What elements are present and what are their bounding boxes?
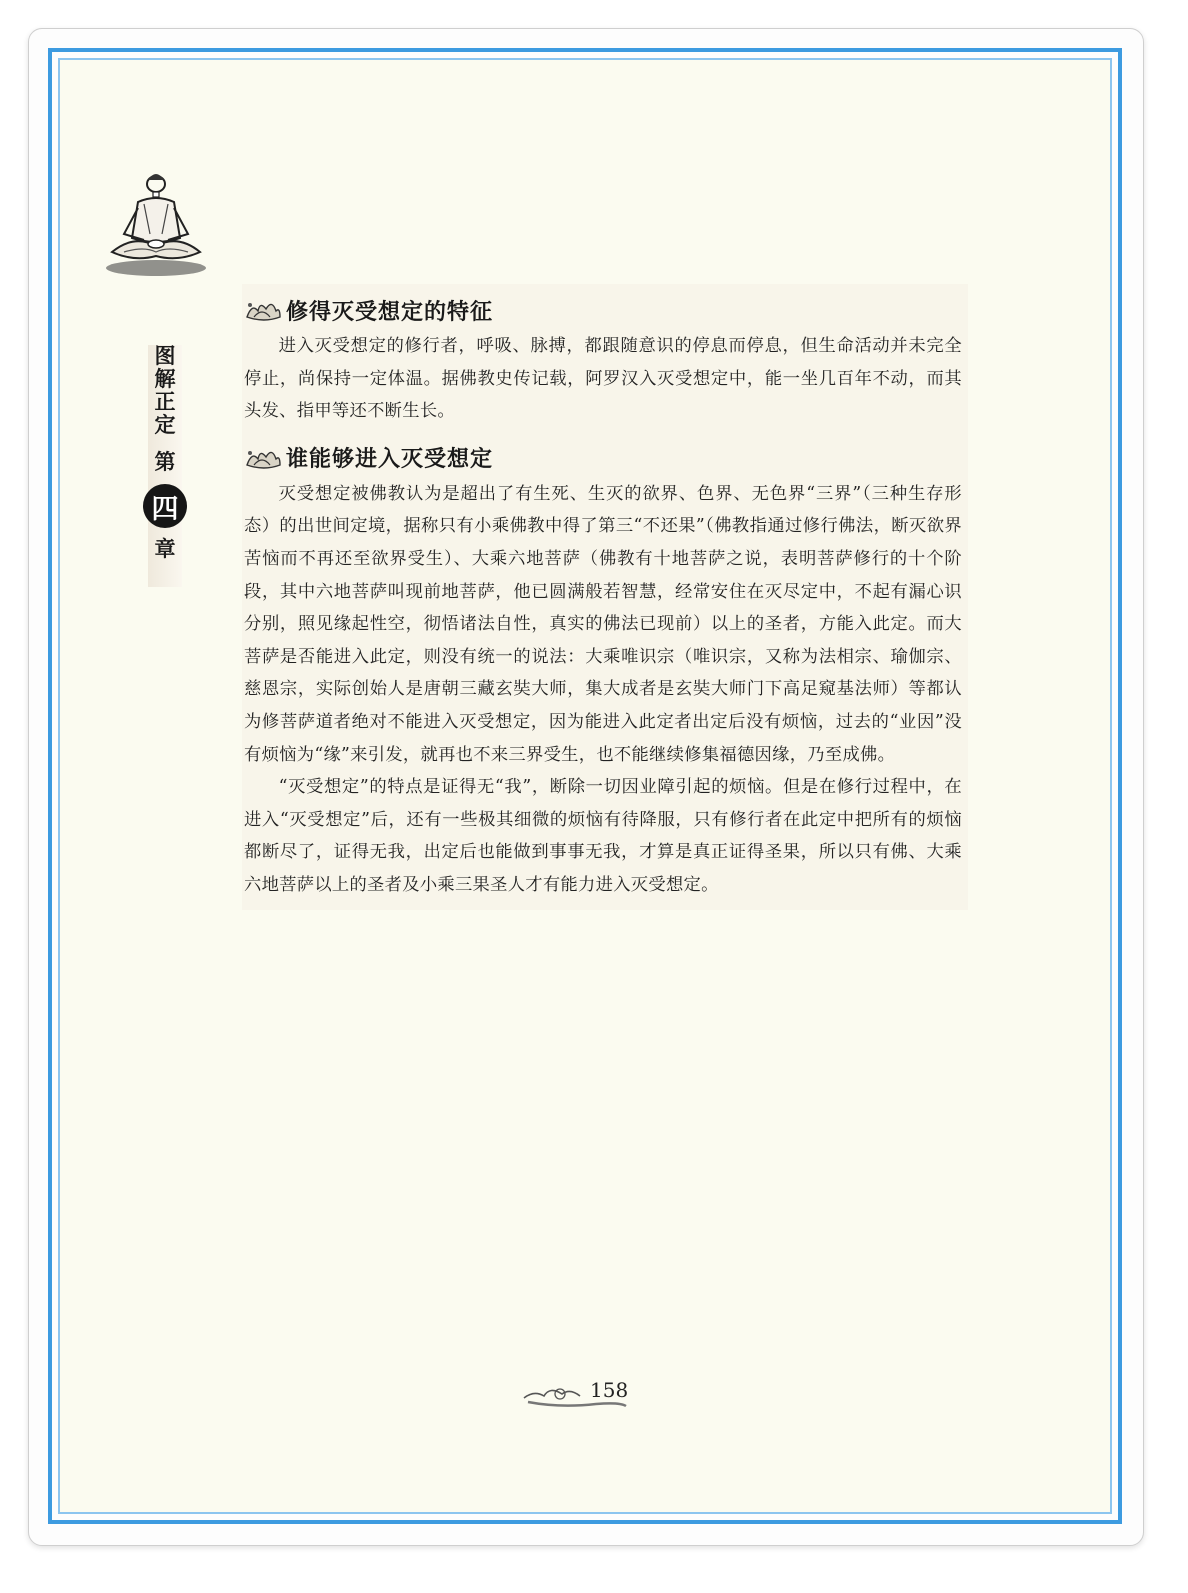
section-heading <box>244 290 962 330</box>
lotus-icon <box>244 445 282 471</box>
chapter-suffix: 章 <box>154 537 176 561</box>
section-title: 修得灭受想定的特征 <box>286 298 494 325</box>
side-title-char: 定 <box>154 413 176 437</box>
main-content <box>242 284 968 910</box>
page-footer <box>520 1374 650 1414</box>
lotus-icon <box>244 297 282 323</box>
side-title-char: 正 <box>154 390 176 414</box>
section-title: 谁能够进入灭受想定 <box>286 446 494 473</box>
side-title-char: 解 <box>154 367 176 391</box>
side-title-char: 图 <box>154 344 176 368</box>
side-title-char: 第 <box>154 450 176 474</box>
paragraph: 进入灭受想定的修行者，呼吸、脉搏，都跟随意识的停息而停息，但生命活动并未完全停止，尚保持一定体温。据佛教史传记载，阿罗汉入灭受想定中，能一坐几百年不动，而其头发、指甲等还不断生长。 <box>244 336 962 422</box>
paragraph: 灭受想定被佛教认为是超出了有生死、生灭的欲界、色界、无色界“三界”（三种生存形态）的出世间定境，据称只有小乘佛教中得了第三“不还果”（佛教指通过修行佛法，断灭欲界苦恼而不再还至欲界受生）、大乘六地菩萨（佛教有十地菩萨之说，表明菩萨修行的十个阶段，其中六地菩萨叫现前地菩萨，他已圆满般若智慧，经常安住在灭尽定中，不起有漏心识分别，照见缘起性空，彻悟诸法自性，真实的佛法已现前）以上的圣者，方能入此定。而大菩萨是否能进入此定，则没有统一的说法：大乘唯识宗（唯识宗，又称为法相宗、瑜伽宗、慈恩宗，实际创始人是唐朝三藏玄奘大师，集大成者是玄奘大师门下高足窥基法师）等都认为修菩萨道者绝对不能进入灭受想定，因为能进入此定者出定后没有烦恼，过去的“业因”没有烦恼为“缘”来引发，就再也不来三界受生，也不能继续修集福德因缘，乃至成佛。 <box>244 483 962 765</box>
chapter-side-label <box>148 345 182 587</box>
chapter-number-badge: 四 <box>143 484 187 528</box>
paragraph: “灭受想定”的特点是证得无“我”，断除一切因业障引起的烦恼。但是在修行过程中，在进入“灭受想定”后，还有一些极其细微的烦恼有待降服，只有修行者在此定中把所有的烦恼都断尽了，证得无我，出定后也能做到事事无我，才算是真正证得圣果，所以只有佛、大乘六地菩萨以上的圣者及小乘三果圣人才有能力进入灭受想定。 <box>244 777 962 895</box>
section-heading <box>244 438 962 478</box>
meditating-buddha-illustration <box>104 168 208 280</box>
page-number: 158 <box>590 1378 629 1402</box>
cloud-ornament-icon <box>520 1374 650 1414</box>
